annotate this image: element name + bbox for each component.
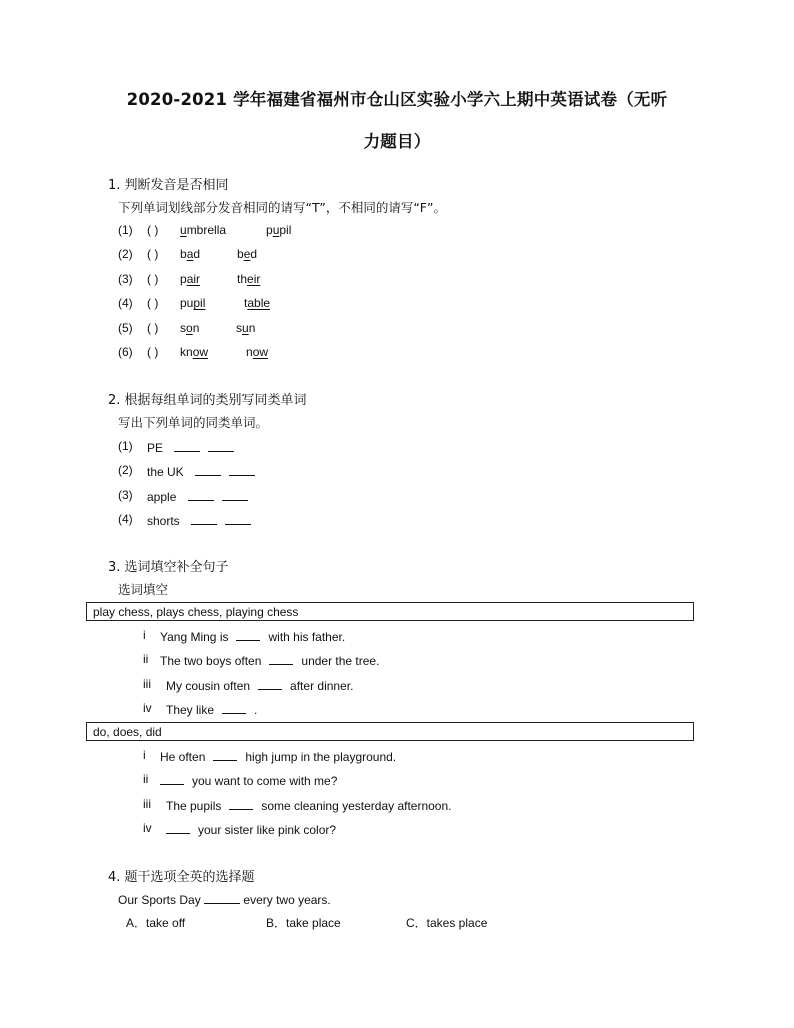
sentence-row: [160, 772, 337, 788]
exam-title-line-1: 2020-2021 学年福建省福州市仓山区实验小学六上期中英语试卷（无听: [126, 90, 668, 109]
word-2-underlined: u: [242, 320, 249, 335]
sentence-post: high jump in the playground.: [245, 750, 397, 764]
answer-blank-1[interactable]: [191, 512, 217, 525]
spacer: [176, 490, 179, 504]
word-2: [237, 272, 260, 286]
spacer: [184, 465, 187, 479]
spacer: [163, 441, 166, 455]
answer-blank[interactable]: [269, 652, 293, 665]
answer-blank[interactable]: [222, 701, 246, 714]
answer-blank-1[interactable]: [174, 439, 200, 452]
word-1-underlined: u: [180, 223, 187, 237]
option-a[interactable]: A．take off: [126, 916, 186, 930]
item-number: (2): [118, 463, 133, 478]
word-1: [180, 345, 208, 359]
item-number: (1): [118, 223, 133, 237]
word-2-underlined: able: [247, 296, 271, 311]
answer-parentheses[interactable]: ( ): [147, 223, 159, 237]
answer-blank-2[interactable]: [208, 439, 234, 452]
word-2: [236, 321, 255, 335]
word-1-suffix: d: [193, 247, 201, 262]
word-1: [180, 223, 226, 237]
option-c[interactable]: C．takes place: [406, 916, 488, 930]
answer-blank[interactable]: [236, 628, 260, 641]
word-1-prefix: pu: [180, 296, 194, 311]
item-number: (3): [118, 271, 133, 286]
item-number: ii: [143, 652, 149, 667]
answer-blank[interactable]: [258, 677, 282, 690]
section-4-heading: 4. 题干选项全英的选择题: [108, 870, 255, 885]
item-word-row: [147, 439, 234, 455]
section-2-heading: 2. 根据每组单词的类别写同类单词: [108, 393, 307, 408]
word-2-underlined: u: [272, 223, 280, 237]
item-number: (5): [118, 320, 133, 335]
item-number: (4): [118, 511, 133, 526]
item-number: (4): [118, 296, 133, 311]
item-number: (2): [118, 247, 133, 262]
answer-blank-1[interactable]: [195, 463, 221, 476]
sentence-post: your sister like pink color?: [198, 823, 337, 838]
word-1-underlined: air: [186, 271, 201, 286]
spacer: [180, 514, 183, 528]
word-1-underlined: a: [186, 247, 194, 262]
given-word: shorts: [147, 513, 180, 528]
given-word: apple: [147, 489, 177, 504]
stem-post-text: every two years.: [243, 893, 331, 907]
item-word-row: [147, 463, 255, 479]
word-2-prefix: n: [246, 345, 253, 359]
answer-parentheses[interactable]: ( ): [147, 345, 159, 359]
sentence-pre: The two boys often: [160, 654, 262, 669]
answer-parentheses[interactable]: ( ): [147, 247, 159, 262]
item-number: ii: [143, 772, 149, 787]
sentence-row: [166, 821, 336, 837]
item-word-row: [147, 512, 251, 528]
word-1-prefix: p: [180, 271, 187, 286]
section-4-stem: [118, 891, 331, 907]
exam-title-line-2: 力题目）: [363, 132, 431, 151]
word-1-suffix: mbrella: [186, 223, 227, 237]
sentence-row: [160, 748, 396, 764]
word-1: [180, 272, 200, 286]
word-2: [246, 345, 268, 359]
answer-blank-2[interactable]: [222, 488, 248, 501]
item-number: iii: [143, 676, 151, 691]
sentence-post: .: [254, 703, 258, 718]
section-2-instruction: 写出下列单词的同类单词。: [118, 415, 269, 430]
word-1: [180, 296, 205, 310]
word-1: [180, 321, 199, 335]
item-number: (6): [118, 345, 133, 359]
answer-blank[interactable]: [166, 821, 190, 834]
word-2-prefix: p: [266, 223, 273, 237]
sentence-post: some cleaning yesterday afternoon.: [261, 798, 452, 813]
word-2: [266, 223, 291, 237]
answer-blank-2[interactable]: [225, 512, 251, 525]
option-b[interactable]: B．take place: [266, 916, 341, 930]
sentence-pre: He often: [160, 750, 206, 764]
sentence-pre: They like: [166, 703, 215, 718]
answer-blank[interactable]: [204, 891, 240, 904]
word-1: [180, 247, 200, 261]
sentence-row: [166, 701, 257, 717]
answer-parentheses[interactable]: ( ): [147, 296, 159, 311]
section-3-heading: 3. 选词填空补全句子: [108, 560, 229, 575]
word-2-prefix: b: [237, 247, 244, 262]
item-word-row: [147, 488, 248, 504]
sentence-row: [160, 652, 379, 668]
word-2-prefix: s: [236, 320, 242, 335]
item-number: iv: [143, 701, 152, 716]
sentence-pre: The pupils: [166, 798, 222, 813]
given-word: the UK: [147, 465, 184, 480]
sentence-post: after dinner.: [290, 678, 354, 693]
given-word: PE: [147, 441, 164, 455]
sentence-row: [166, 677, 353, 693]
word-2: [244, 296, 270, 310]
sentence-post: you want to come with me?: [192, 774, 338, 789]
word-2-suffix: pil: [279, 223, 292, 237]
word-1-prefix: kn: [180, 345, 193, 359]
section-1-instruction: 下列单词划线部分发音相同的请写“T”，不相同的请写“F”。: [118, 200, 446, 215]
sentence-post: under the tree.: [301, 654, 380, 669]
answer-parentheses[interactable]: ( ): [147, 271, 159, 286]
answer-blank-1[interactable]: [188, 488, 214, 501]
word-bank-box-2: do, does, did: [86, 722, 694, 741]
answer-blank[interactable]: [160, 772, 184, 785]
answer-blank[interactable]: [213, 748, 237, 761]
answer-parentheses[interactable]: ( ): [147, 320, 159, 335]
word-2-suffix: n: [248, 320, 256, 335]
word-2-underlined: e: [243, 247, 251, 262]
sentence-row: [160, 628, 345, 644]
item-number: (1): [118, 439, 133, 453]
word-1-underlined: ow: [192, 345, 209, 359]
word-1-prefix: s: [180, 320, 186, 335]
word-2-suffix: d: [250, 247, 258, 262]
word-bank-box-1: play chess, plays chess, playing chess: [86, 602, 694, 621]
word-1-prefix: b: [180, 247, 187, 262]
answer-blank[interactable]: [229, 797, 253, 810]
word-1-underlined: pil: [193, 296, 206, 311]
word-2-underlined: eir: [247, 271, 261, 286]
sentence-post: with his father.: [268, 630, 346, 644]
word-2: [237, 247, 257, 261]
word-2-prefix: t: [244, 296, 248, 311]
word-1-suffix: n: [192, 320, 200, 335]
section-1-heading: 1. 判断发音是否相同: [108, 178, 229, 193]
word-2-prefix: th: [237, 271, 248, 286]
sentence-row: [166, 797, 452, 813]
word-2-underlined: ow: [252, 345, 269, 359]
answer-blank-2[interactable]: [229, 463, 255, 476]
section-3-instruction: 选词填空: [118, 582, 169, 597]
word-1-underlined: o: [186, 320, 193, 335]
item-number: i: [143, 748, 146, 762]
item-number: iii: [143, 796, 151, 811]
sentence-pre: Yang Ming is: [160, 630, 229, 644]
item-number: iv: [143, 821, 152, 836]
item-number: (3): [118, 487, 133, 502]
item-number: i: [143, 628, 146, 642]
stem-pre-text: Our Sports Day: [118, 893, 201, 907]
sentence-pre: My cousin often: [166, 678, 251, 693]
